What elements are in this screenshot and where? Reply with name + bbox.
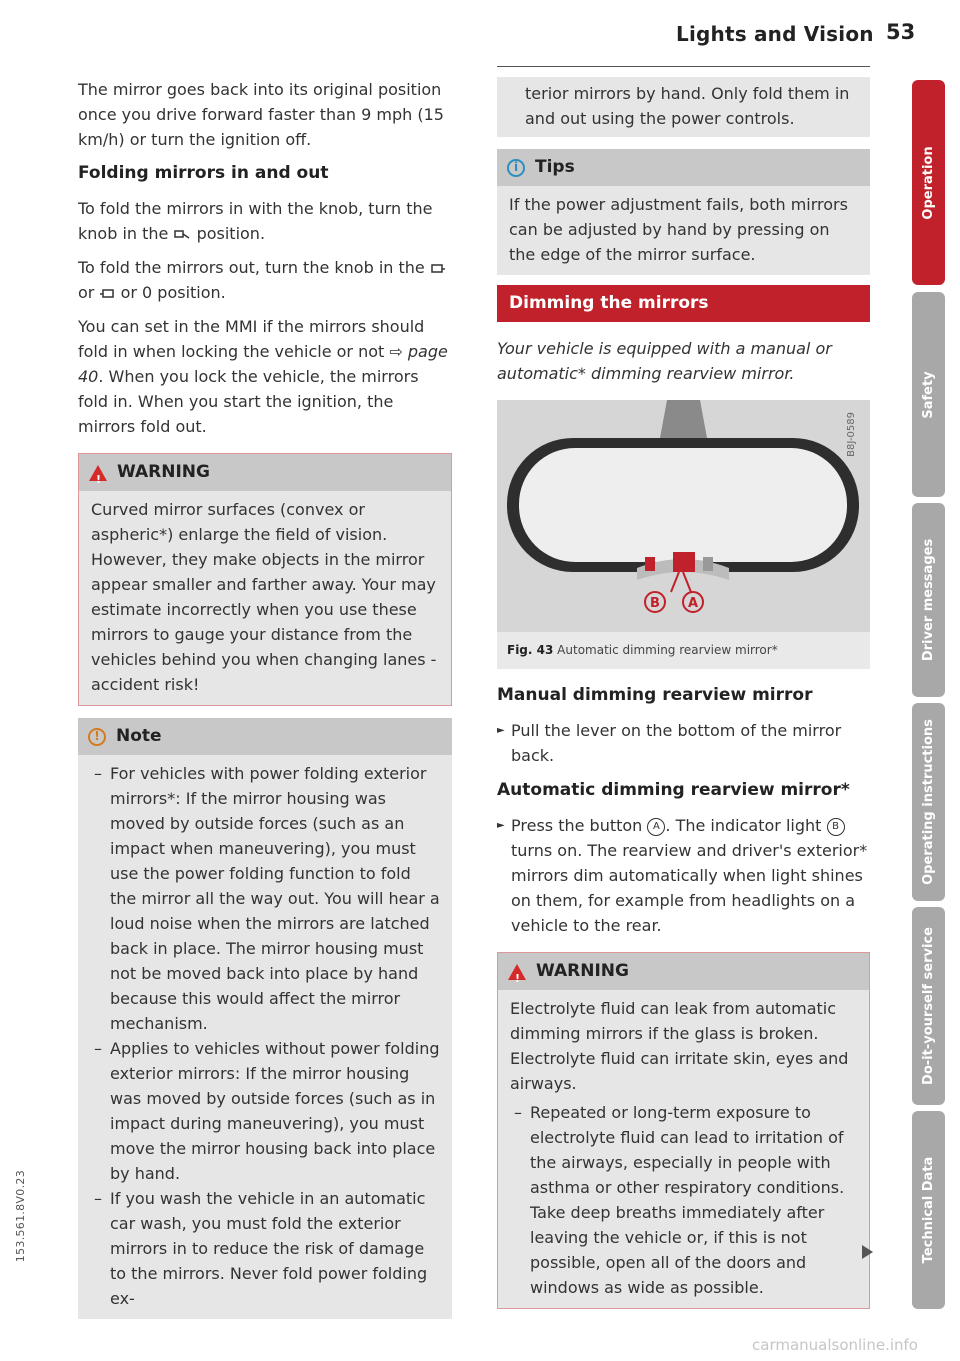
warning-header-2 (498, 953, 869, 990)
figure-code: B8J-0589 (846, 412, 857, 457)
warning-text-2: Electrolyte fluid can leak from automatic dimming mirrors if the glass is broken. Electrolyte fluid can irritate skin, eyes and airways. (510, 999, 849, 1093)
fold-in-paragraph (78, 196, 452, 246)
mmi-paragraph (78, 314, 452, 439)
caption-text: Automatic dimming rearview mirror* (557, 643, 778, 657)
mmi-text-b: . When you lock the vehicle, the mirrors fold in. When you start the ignition, the mirrors fold out. (78, 367, 419, 436)
auto-text-b: . The indicator light (665, 816, 822, 835)
auto-text-c: turns on. The rearview and driver's exterior* mirrors dim automatically when light shines on them, for example from headlights on a vehicle to the rear. (511, 841, 868, 935)
mirror-figure (497, 400, 870, 632)
next-page-arrow-icon (862, 1245, 873, 1259)
tab-operation[interactable]: Operation (912, 80, 945, 285)
tips-title: Tips (535, 157, 575, 177)
note-body (78, 755, 452, 1319)
note-header (78, 718, 452, 755)
warning-box-2 (497, 952, 870, 1309)
tips-header (497, 149, 870, 186)
tab-driver-messages[interactable]: Driver messages (912, 503, 945, 697)
warning-item: – Repeated or long-term exposure to electrolyte fluid can lead to irritation of the airways, especially in people with asthma or other respiratory conditions. Take deep breaths immediately after leaving the vehicle or, if this is not possible, open all of the doors and windows as wide as possible. (510, 1100, 857, 1300)
tab-safety[interactable]: Safety (912, 292, 945, 497)
tips-box (497, 149, 870, 275)
mirror-right-icon (99, 287, 115, 301)
warning-triangle-icon (508, 964, 526, 980)
manual-heading: Manual dimming rearview mirror (497, 685, 813, 705)
fold-out-text-a: To fold the mirrors out, turn the knob in the (78, 258, 425, 277)
page-number: 53 (886, 20, 916, 44)
caption-number: Fig. 43 (507, 643, 554, 657)
page-link[interactable]: page 40 (78, 342, 448, 386)
arrow-icon: ⇨ (389, 342, 403, 361)
warning-title: WARNING (117, 462, 210, 482)
note-item: – For vehicles with power folding exterior mirrors*: If the mirror housing was moved by outside forces (such as an impact when maneuvering), you must use the power folding function to fold the mirror all the way out. You will hear a loud noise when the mirrors are latched back in place. The mirror housing must not be moved back into place by hand because this would affect the mirror mechanism. (90, 761, 440, 1036)
rearview-mirror-illustration (497, 400, 870, 632)
warning-triangle-icon (89, 465, 107, 481)
fold-out-or: or (78, 283, 95, 302)
intro-paragraph: The mirror goes back into its original position once you drive forward faster than 9 mph (15 km/h) or turn the ignition off. (78, 80, 444, 149)
note-exclamation-icon: ! (88, 728, 106, 746)
mirror-fold-icon (173, 228, 191, 242)
auto-heading: Automatic dimming rearview mirror* (497, 780, 850, 800)
right-column (497, 77, 870, 1319)
fold-in-text-a: To fold the mirrors in with the knob, turn the knob in the (78, 199, 433, 243)
tab-operating-instructions[interactable]: Operating instructions (912, 703, 945, 901)
warning-title-2: WARNING (536, 961, 629, 981)
header-rule (497, 66, 870, 67)
note-list (90, 761, 440, 1311)
section-banner: Dimming the mirrors (497, 285, 870, 322)
tab-technical-data[interactable]: Technical Data (912, 1111, 945, 1309)
auto-step (497, 813, 870, 938)
info-icon: i (507, 159, 525, 177)
note-item: – If you wash the vehicle in an automatic car wash, you must fold the exterior mirrors in to reduce the risk of damage to the mirrors. Never fold power folding ex- (90, 1186, 440, 1311)
section-title: Lights and Vision (676, 22, 874, 46)
watermark: carmanualsonline.info (752, 1336, 918, 1354)
section-intro: Your vehicle is equipped with a manual or automatic* dimming rearview mirror. (497, 339, 832, 383)
warning-body: Curved mirror surfaces (convex or aspheric*) enlarge the field of vision. However, they make objects in the mirror appear smaller and farther away. Your may estimate incorrectly when you use these mirrors to gauge your distance from the vehicles behind you when changing lanes - accident risk! (91, 500, 437, 694)
button-a-label: A (647, 818, 665, 836)
warning-header (79, 454, 451, 491)
tips-body: If the power adjustment fails, both mirrors can be adjusted by hand by pressing on the edge of the mirror surface. (509, 195, 848, 264)
fold-out-paragraph (78, 255, 452, 305)
warning-body-2 (498, 990, 869, 1308)
note-title: Note (116, 726, 162, 746)
left-column (78, 77, 452, 1329)
manual-step: ► Pull the lever on the bottom of the mirror back. (497, 718, 870, 768)
note-item: – Applies to vehicles without power folding exterior mirrors: If the mirror housing was moved by outside forces (such as in impact during maneuvering), you must move the mirror housing back into place by hand. (90, 1036, 440, 1186)
mirror-left-icon (430, 262, 446, 276)
light-b-label: B (827, 818, 845, 836)
warning-list (510, 1100, 857, 1300)
auto-text-a: Press the button (511, 816, 643, 835)
folding-heading: Folding mirrors in and out (78, 163, 329, 183)
mmi-text-a: You can set in the MMI if the mirrors should fold in when locking the vehicle or not (78, 317, 425, 361)
figure-caption (497, 632, 870, 669)
document-code: 153.561.8V0.23 (14, 1170, 27, 1263)
note-continuation: terior mirrors by hand. Only fold them in and out using the power controls. (497, 77, 870, 137)
fold-in-text-b: position. (196, 224, 266, 243)
note-box (78, 718, 452, 1319)
warning-box (78, 453, 452, 706)
figure-label-b: B (650, 596, 660, 611)
fold-out-text-b: or 0 position. (120, 283, 226, 302)
figure-label-a: A (687, 596, 699, 611)
tab-do-it-yourself[interactable]: Do-it-yourself service (912, 907, 945, 1105)
